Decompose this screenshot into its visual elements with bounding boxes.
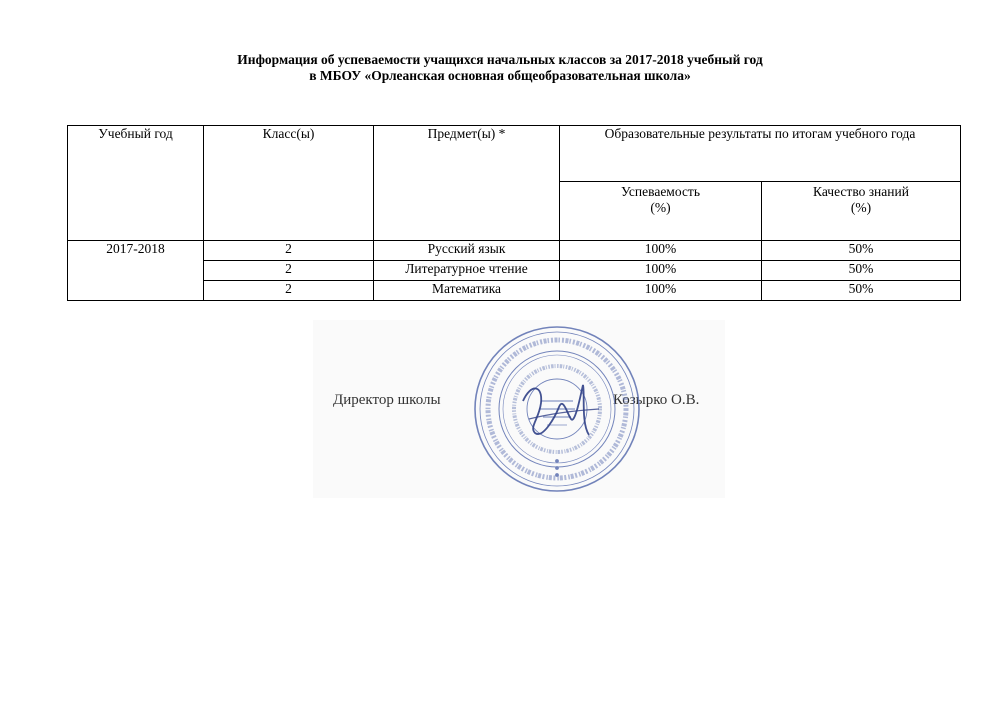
cell-year: 2017-2018	[68, 241, 204, 301]
cell-class: 2	[204, 261, 374, 281]
results-table	[67, 125, 961, 301]
header-quality-unit: (%)	[850, 200, 872, 215]
header-progress-unit: (%)	[650, 200, 671, 215]
cell-progress: 100%	[560, 261, 762, 281]
cell-quality: 50%	[762, 241, 961, 261]
header-year: Учебный год	[68, 126, 204, 241]
cell-quality: 50%	[762, 261, 961, 281]
document-title	[0, 52, 1000, 84]
cell-subject: Математика	[374, 281, 560, 301]
table-row	[68, 241, 961, 261]
header-results: Образовательные результаты по итогам учебного года	[560, 126, 961, 182]
official-seal-icon	[471, 323, 643, 495]
header-progress	[560, 182, 762, 241]
title-line-1: Информация об успеваемости учащихся начальных классов за 2017-2018 учебный год	[237, 52, 763, 67]
cell-quality: 50%	[762, 281, 961, 301]
cell-subject: Литературное чтение	[374, 261, 560, 281]
director-title: Директор школы	[333, 392, 441, 408]
signature-block	[313, 320, 725, 498]
header-progress-label: Успеваемость	[620, 184, 700, 199]
cell-progress: 100%	[560, 241, 762, 261]
cell-subject: Русский язык	[374, 241, 560, 261]
title-line-2: в МБОУ «Орлеанская основная общеобразовательная школа»	[309, 68, 691, 83]
header-quality-label: Качество знаний	[813, 184, 909, 199]
cell-class: 2	[204, 281, 374, 301]
header-subject: Предмет(ы) *	[374, 126, 560, 241]
header-class: Класс(ы)	[204, 126, 374, 241]
director-name: Козырко О.В.	[613, 392, 700, 408]
header-quality	[762, 182, 961, 241]
cell-class: 2	[204, 241, 374, 261]
cell-progress: 100%	[560, 281, 762, 301]
